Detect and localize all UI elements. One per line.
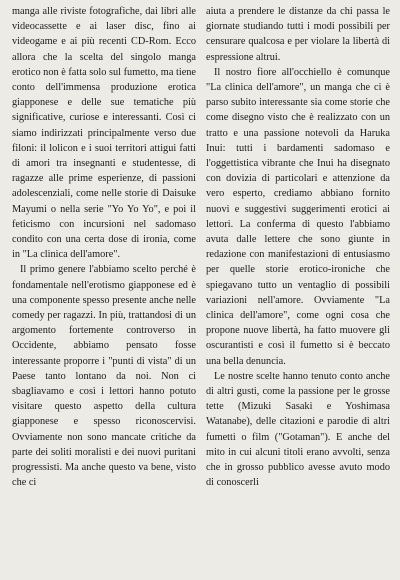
body-paragraph: Il nostro fiore all'occhiello è comunque "La clinica dell'amore", un manga che ci è parso subito interessante sia come storie che come disegno visto che è realizzato con un tratto e una passione notevoli da Haruka Inui: tutti i bardamenti sadomaso e l'oggettistica vibrante che Inui ha disegnato con dovizia di particolari e attenzione da vero esperto, crediamo abbiano fornito nuovi e suggestivi suggerimenti erotici ai lettori. La conferma di questo l'abbiamo avuta dalle lettere che sono giunte in redazione con manifestazioni di entusiasmo per quelle storie erotico-ironiche che spiegavano tutto un ventaglio di possibili variazioni nell'amore. Ovviamente "La clinica dell'amore", come ogni cosa che propone nuove libertà, ha fatto muovere gli oscurantisti e così il fumetto si è beccato una bella denuncia. bbox=[206, 66, 390, 367]
body-paragraph: aiuta a prendere le distanze da chi passa le giornate studiando tutti i modi possibili per censurare qualcosa e per violare la libertà di espressione altrui. bbox=[206, 6, 390, 63]
body-paragraph: Le nostre scelte hanno tenuto conto anche di altri gusti, come la passione per le grosse tette (Mizuki Sasaki e Yoshimasa Watanabe), delle citazioni e parodie di altri fumetti o film ("Gotaman"). E anche del mito in cui alcuni titoli erano avvolti, senza che in grosso pubblico avesse avuto modo di conoscerli bbox=[206, 370, 390, 489]
left-column bbox=[12, 4, 196, 580]
right-column bbox=[206, 4, 390, 580]
body-paragraph: Il primo genere l'abbiamo scelto perché è fondamentale nell'erotismo giapponese ed è una componente spesso presente anche nelle comedy per ragazzi. In più, trattandosi di un argomento fortemente controverso in Occidente, abbiamo pensato fosse interessante proporre i "punti di vista" di un Paese tanto lontano da noi. Non ci sbagliavamo e così i lettori hanno potuto visitare questo aspetto della cultura giapponese e spesso riconoscervisi. Ovviamente non sono mancate critiche da parte dei soliti moralisti e dei nuovi puritani progressisti. Ma anche questo va bene, visto che ci bbox=[12, 264, 196, 489]
body-paragraph: manga alle riviste fotografiche, dai libri alle videocassette e ai laser disc, fino ai videogame e ai più recenti CD-Rom. Ecco allora che la scelta del singolo manga erotico non è fatta solo sul fumetto, ma tiene conto dell'immensa produzione erotica giapponese e delle sue tematiche più significative, curiose e interessanti. Così ci siamo indirizzati principalmente verso due filoni: il lolicon e i suoi territori attigui fatti di amori tra insegnanti e studentesse, di ragazze alle prime esperienze, di passioni adolescenziali, come nelle storie di Daisuke Mayumi o nella serie "Yo Yo Yo", e poi il feticismo con incursioni nel sadomaso condito con una certa dose di ironia, come in "La clinica dell'amore". bbox=[12, 6, 196, 261]
